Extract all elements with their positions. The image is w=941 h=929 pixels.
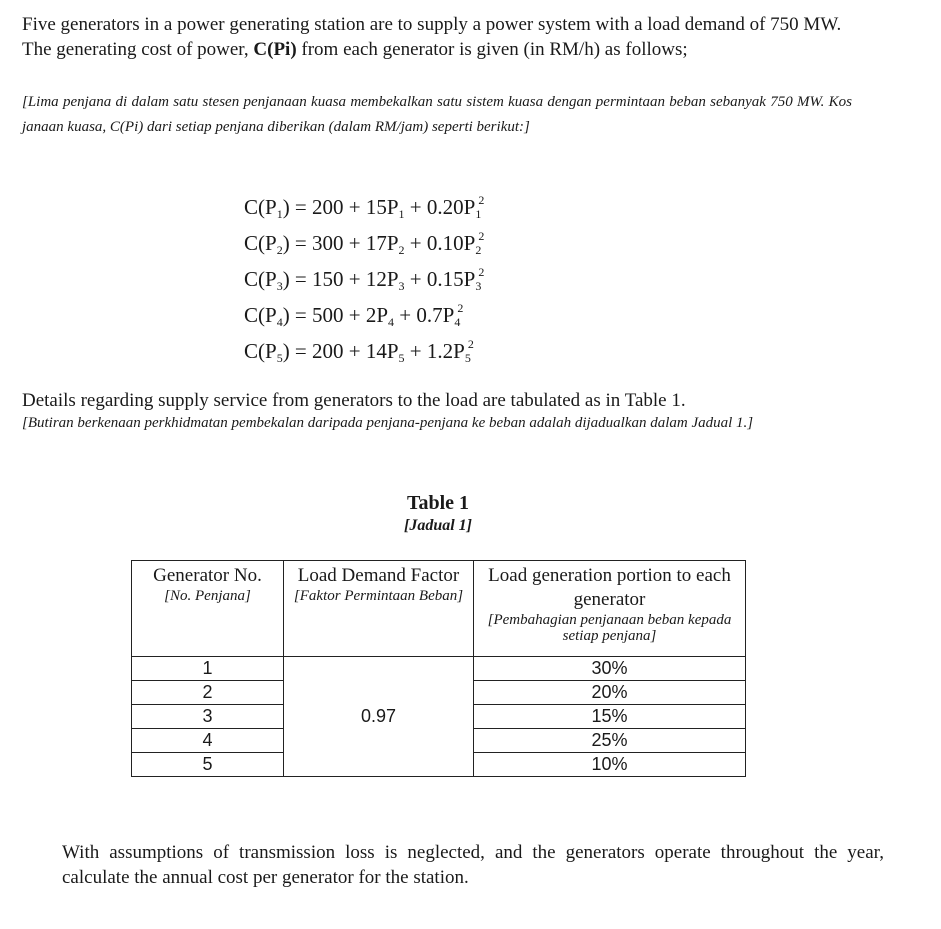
table-row <box>132 657 746 681</box>
intro-cost-term: C(Pi) <box>253 39 297 60</box>
details-paragraph: Details regarding supply service from generators to the load are tabulated as in Table 1. <box>22 390 686 411</box>
load-demand-factor-value: 0.97 <box>284 657 474 777</box>
cost-equations <box>244 182 485 365</box>
header-load-portion: Load generation portion to each generator [Pembahagian penjanaan beban kepada setiap penjana] <box>474 561 746 657</box>
header-generator-no: Generator No. [No. Penjana] <box>132 561 284 657</box>
load-portion-value: 15% <box>474 705 746 729</box>
table-caption <box>0 490 876 536</box>
table-title-malay: [Jadual 1] <box>404 517 472 534</box>
intro-text-before: Five generators in a power generating station are to supply a power system with a load demand of 750 MW. The generating cost of power, <box>22 14 842 60</box>
equation-2: $C(P_2) = 300 + 17P_2 + 0.10P_2^2$ <box>244 229 485 257</box>
load-portion-value: 10% <box>474 753 746 777</box>
equation-1: $C(P_1) = 200 + 15P_1 + 0.20P_1^2$ <box>244 193 485 221</box>
intro-malay-translation: [Lima penjana di dalam satu stesen penjanaan kuasa membekalkan satu sistem kuasa dengan permintaan beban sebanyak 750 MW. Kos janaan kuasa, C(Pi) dari setiap penjana diberikan (dalam RM/jam) seperti berikut:] <box>22 94 852 135</box>
generator-number: 3 <box>132 705 284 729</box>
generator-number: 4 <box>132 729 284 753</box>
details-malay-translation: [Butiran berkenaan perkhidmatan pembekalan daripada penjana-penjana ke beban adalah dijadualkan dalam Jadual 1.] <box>22 415 754 431</box>
table-header-row <box>132 561 746 657</box>
question-paragraph: With assumptions of transmission loss is neglected, and the generators operate throughout the year, calculate the annual cost per generator for the station. <box>62 842 884 888</box>
load-portion-value: 25% <box>474 729 746 753</box>
generator-table <box>131 560 746 777</box>
equation-4: $C(P_4) = 500 + 2P_4 + 0.7P_4^2$ <box>244 301 464 329</box>
equation-5: $C(P_5) = 200 + 14P_5 + 1.2P_5^2$ <box>244 337 474 365</box>
equation-3: $C(P_3) = 150 + 12P_3 + 0.15P_3^2$ <box>244 265 485 293</box>
generator-number: 1 <box>132 657 284 681</box>
table-title: Table 1 <box>406 492 470 514</box>
header-load-demand-factor: Load Demand Factor [Faktor Permintaan Beban] <box>284 561 474 657</box>
load-portion-value: 30% <box>474 657 746 681</box>
load-portion-value: 20% <box>474 681 746 705</box>
generator-number: 2 <box>132 681 284 705</box>
intro-paragraph <box>22 12 862 62</box>
intro-text-after: from each generator is given (in RM/h) as follows; <box>296 39 688 60</box>
generator-number: 5 <box>132 753 284 777</box>
